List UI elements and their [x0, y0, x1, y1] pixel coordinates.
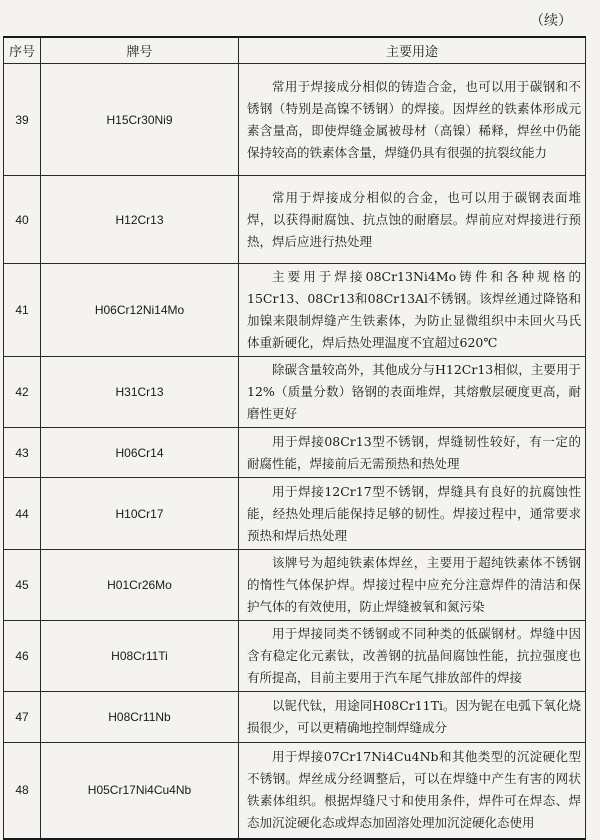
row-use: 用于焊接12Cr17型不锈钢，焊缝具有良好的抗腐蚀性能，经热处理后能保持足够的韧性。焊接过程中，通常要求预热和焊后热处理: [239, 478, 586, 550]
row-no: 40: [4, 176, 41, 264]
row-use: 用于焊接同类不锈钢或不同种类的低碳钢材。焊缝中因含有稳定化元素钛，改善钢的抗晶间腐蚀性能，抗拉强度也有所提高，目前主要用于汽车尾气排放部件的焊接: [239, 621, 586, 692]
row-brand: H15Cr30Ni9: [41, 64, 239, 176]
row-use: 用于焊接07Cr17Ni4Cu4Nb和其他类型的沉淀硬化型不锈钢。焊丝成分经调整后，可以在焊缝中产生有害的网状铁素体组织。根据焊缝尺寸和使用条件，焊件可在焊态、焊态加沉淀硬化态或焊态加固溶处理加沉淀硬化态使用: [239, 743, 586, 839]
row-brand: H06Cr14: [41, 428, 239, 478]
row-brand: H08Cr11Nb: [41, 692, 239, 743]
table-row: [4, 743, 586, 839]
row-no: 41: [4, 264, 41, 357]
row-use: 用于焊接08Cr13型不锈钢，焊缝韧性较好，有一定的耐腐性能，焊接前后无需预热和热处理: [239, 428, 586, 478]
row-use: 以铌代钛，用途同H08Cr11Ti。因为铌在电弧下氧化烧损很少，可以更精确地控制焊缝成分: [239, 692, 586, 743]
row-brand: H06Cr12Ni14Mo: [41, 264, 239, 357]
row-brand: H08Cr11Ti: [41, 621, 239, 692]
row-use: 主要用于焊接08Cr13Ni4Mo铸件和各种规格的15Cr13、08Cr13和08Cr13Al不锈钢。该焊丝通过降铬和加镍来限制焊缝产生铁素体，为防止显微组织中未回火马氏体重新硬化，焊后热处理温度不宜超过620℃: [239, 264, 586, 357]
row-use: 除碳含量较高外，其他成分与H12Cr13相似，主要用于12%（质量分数）铬钢的表面堆焊，其熔敷层硬度更高，耐磨性更好: [239, 357, 586, 428]
table-row: [4, 357, 586, 428]
row-no: 43: [4, 428, 41, 478]
table-row: [4, 621, 586, 692]
table-row: [4, 478, 586, 550]
continued-label: （续）: [530, 13, 572, 29]
table-row: [4, 264, 586, 357]
row-no: 47: [4, 692, 41, 743]
welding-wire-table: [3, 36, 586, 840]
row-no: 44: [4, 478, 41, 550]
row-no: 39: [4, 64, 41, 176]
row-use: 该牌号为超纯铁素体焊丝，主要用于超纯铁素体不锈钢的惰性气体保护焊。焊接过程中应充分注意焊件的清洁和保护气体的有效使用，防止焊缝被氧和氮污染: [239, 550, 586, 621]
header-use: 主要用途: [239, 37, 586, 64]
row-no: 48: [4, 743, 41, 839]
row-brand: H05Cr17Ni4Cu4Nb: [41, 743, 239, 839]
table-row: [4, 550, 586, 621]
table-row: [4, 176, 586, 264]
row-use: 常用于焊接成分相似的合金，也可以用于碳钢表面堆焊，以获得耐腐蚀、抗点蚀的耐磨层。焊前应对焊接进行预热，焊后应进行热处理: [239, 176, 586, 264]
row-no: 46: [4, 621, 41, 692]
header-no: 序号: [4, 37, 41, 64]
row-brand: H12Cr13: [41, 176, 239, 264]
row-brand: H01Cr26Mo: [41, 550, 239, 621]
table-row: [4, 692, 586, 743]
table-header-row: [4, 37, 586, 64]
row-brand: H10Cr17: [41, 478, 239, 550]
row-no: 45: [4, 550, 41, 621]
header-brand: 牌号: [41, 37, 239, 64]
row-no: 42: [4, 357, 41, 428]
row-use: 常用于焊接成分相似的铸造合金，也可以用于碳钢和不锈钢（特别是高镍不锈钢）的焊接。因焊丝的铁素体形成元素含量高，即使焊缝金属被母材（高镍）稀释，焊丝中仍能保持较高的铁素体含量，焊缝仍具有很强的抗裂纹能力: [239, 64, 586, 176]
table-row: [4, 64, 586, 176]
row-brand: H31Cr13: [41, 357, 239, 428]
table-row: [4, 428, 586, 478]
